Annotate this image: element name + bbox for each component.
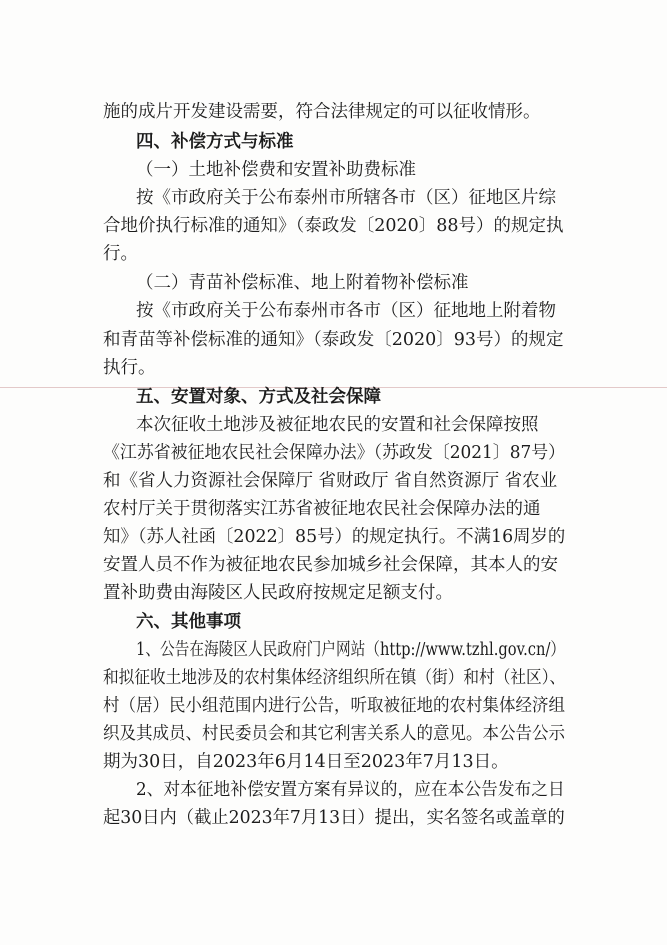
body-text-line: 和青苗等补偿标准的通知》（泰政发〔2020〕93号）的规定 (103, 330, 564, 350)
body-text-line: 按《市政府关于公布泰州市各市（区）征地地上附着物 (136, 301, 556, 321)
body-text-line: 执行。 (103, 358, 156, 378)
body-text-line: 2、对本征地补偿安置方案有异议的，应在本公告发布之日 (136, 780, 565, 800)
body-text-line: 期为30日，自2023年6月14日至2023年7月13日。 (103, 752, 509, 772)
body-text-line: 农村厅关于贯彻落实江苏省被征地农民社会保障办法的通 (103, 499, 541, 519)
body-text-line: 1、公告在海陵区人民政府门户网站（http://www.tzhl.gov.cn/） (136, 640, 566, 660)
section-heading-6: 六、其他事项 (136, 612, 241, 632)
body-text-line: 知》（苏人社函〔2022〕85号）的规定执行。不满16周岁的 (103, 527, 566, 547)
body-text-line: 起30日内（截止2023年7月13日）提出，实名签名或盖章的 (103, 808, 565, 828)
body-text-line: 行。 (103, 244, 138, 264)
subsection-heading-4-1: （一）土地补偿费和安置补助费标准 (136, 160, 416, 180)
body-text-line: 按《市政府关于公布泰州市所辖各市（区）征地区片综 (136, 188, 556, 208)
body-text-line: 织及其成员、村民委员会和其它利害关系人的意见。本公告公示 (103, 724, 566, 744)
section-heading-4: 四、补偿方式与标准 (136, 132, 294, 152)
subsection-heading-4-2: （二）青苗补偿标准、地上附着物补偿标准 (136, 273, 469, 293)
section-heading-5: 五、安置对象、方式及社会保障 (136, 387, 381, 407)
body-text-line: 本次征收土地涉及被征地农民的安置和社会保障按照 (136, 415, 539, 435)
body-text-line: 村（居）民小组范围内进行公告，听取被征地的农村集体经济组 (103, 696, 566, 716)
body-text-line: 安置人员不作为被征地农民参加城乡社会保障，其本人的安 (103, 555, 558, 575)
body-text-line: 施的成片开发建设需要，符合法律规定的可以征收情形。 (103, 102, 541, 122)
body-text-line: 和拟征收土地涉及的农村集体经济组织所在镇（街）和村（社区）、 (103, 668, 566, 688)
body-text-line: 《江苏省被征地农民社会保障办法》（苏政发〔2021〕87号） (103, 443, 566, 463)
body-text-line: 合地价执行标准的通知》（泰政发〔2020〕88号）的规定执 (103, 216, 564, 236)
body-text-line: 和《省人力资源社会保障厅 省财政厅 省自然资源厅 省农业 (103, 471, 558, 491)
body-text-line: 置补助费由海陵区人民政府按规定足额支付。 (103, 583, 453, 603)
